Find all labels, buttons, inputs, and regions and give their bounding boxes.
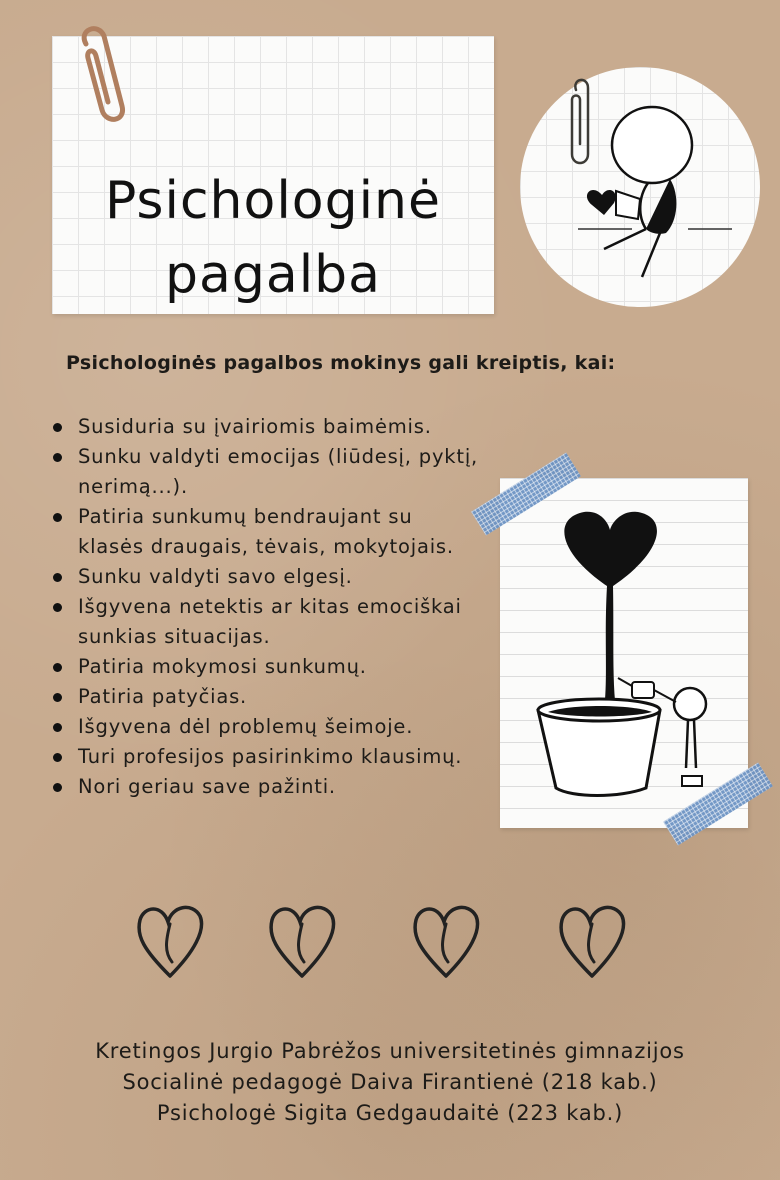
list-item-text: Sunku valdyti savo elgesį. [78, 565, 353, 588]
bullet-dot [53, 423, 62, 432]
title-line-2: pagalba [164, 245, 382, 305]
list-item-text: Patiria patyčias. [78, 685, 248, 708]
footer-psychologist: Psichologė Sigita Gedgaudaitė (223 kab.) [156, 1101, 624, 1125]
heart-icon [410, 900, 482, 980]
list-item-text: Patiria sunkumų bendraujant su klasės draugais, tėvais, mokytojais. [78, 505, 454, 558]
list-item [50, 742, 480, 772]
character-holding-heart-illustration [520, 67, 760, 307]
hearts-decoration [0, 900, 780, 990]
heart-icon [556, 900, 628, 980]
list-item [50, 562, 480, 592]
intro-heading: Psichologinės pagalbos mokinys gali kreiptis, kai: [66, 352, 616, 374]
bullet-dot [53, 513, 62, 522]
bullet-dot [53, 663, 62, 672]
list-item-text: Išgyvena netektis ar kitas emociškai sunkias situacijas. [78, 595, 462, 648]
list-item-text: Sunku valdyti emocijas (liūdesį, pyktį, nerimą...). [78, 445, 479, 498]
list-item-text: Patiria mokymosi sunkumų. [78, 655, 367, 678]
list-item [50, 592, 480, 652]
circle-illustration [520, 67, 760, 307]
bullet-dot [53, 573, 62, 582]
list-item [50, 772, 480, 802]
list-item-text: Nori geriau save pažinti. [78, 775, 336, 798]
list-item [50, 502, 480, 562]
list-item-text: Turi profesijos pasirinkimo klausimų. [78, 745, 463, 768]
bullet-dot [53, 693, 62, 702]
contact-footer [0, 1036, 780, 1129]
paperclip-icon [566, 74, 596, 166]
bullet-dot [53, 603, 62, 612]
heart-icon [266, 900, 338, 980]
footer-social-pedagogue: Socialinė pedagogė Daiva Firantienė (218 kab.) [122, 1070, 658, 1094]
reasons-list [50, 412, 480, 802]
bullet-dot [53, 783, 62, 792]
list-item [50, 682, 480, 712]
title-line-1: Psichologinė [104, 171, 441, 231]
footer-school: Kretingos Jurgio Pabrėžos universitetinės gimnazijos [95, 1039, 685, 1063]
heart-plant-illustration [500, 478, 748, 828]
list-item [50, 712, 480, 742]
bullet-dot [53, 753, 62, 762]
bullet-dot [53, 453, 62, 462]
list-item-text: Susiduria su įvairiomis baimėmis. [78, 415, 432, 438]
list-item-text: Išgyvena dėl problemų šeimoje. [78, 715, 414, 738]
bullet-dot [53, 723, 62, 732]
page-title [52, 164, 494, 312]
list-item [50, 442, 480, 502]
heart-icon [134, 900, 206, 980]
lined-paper-illustration [500, 478, 748, 828]
list-item [50, 652, 480, 682]
paperclip-icon [72, 24, 126, 122]
list-item [50, 412, 480, 442]
